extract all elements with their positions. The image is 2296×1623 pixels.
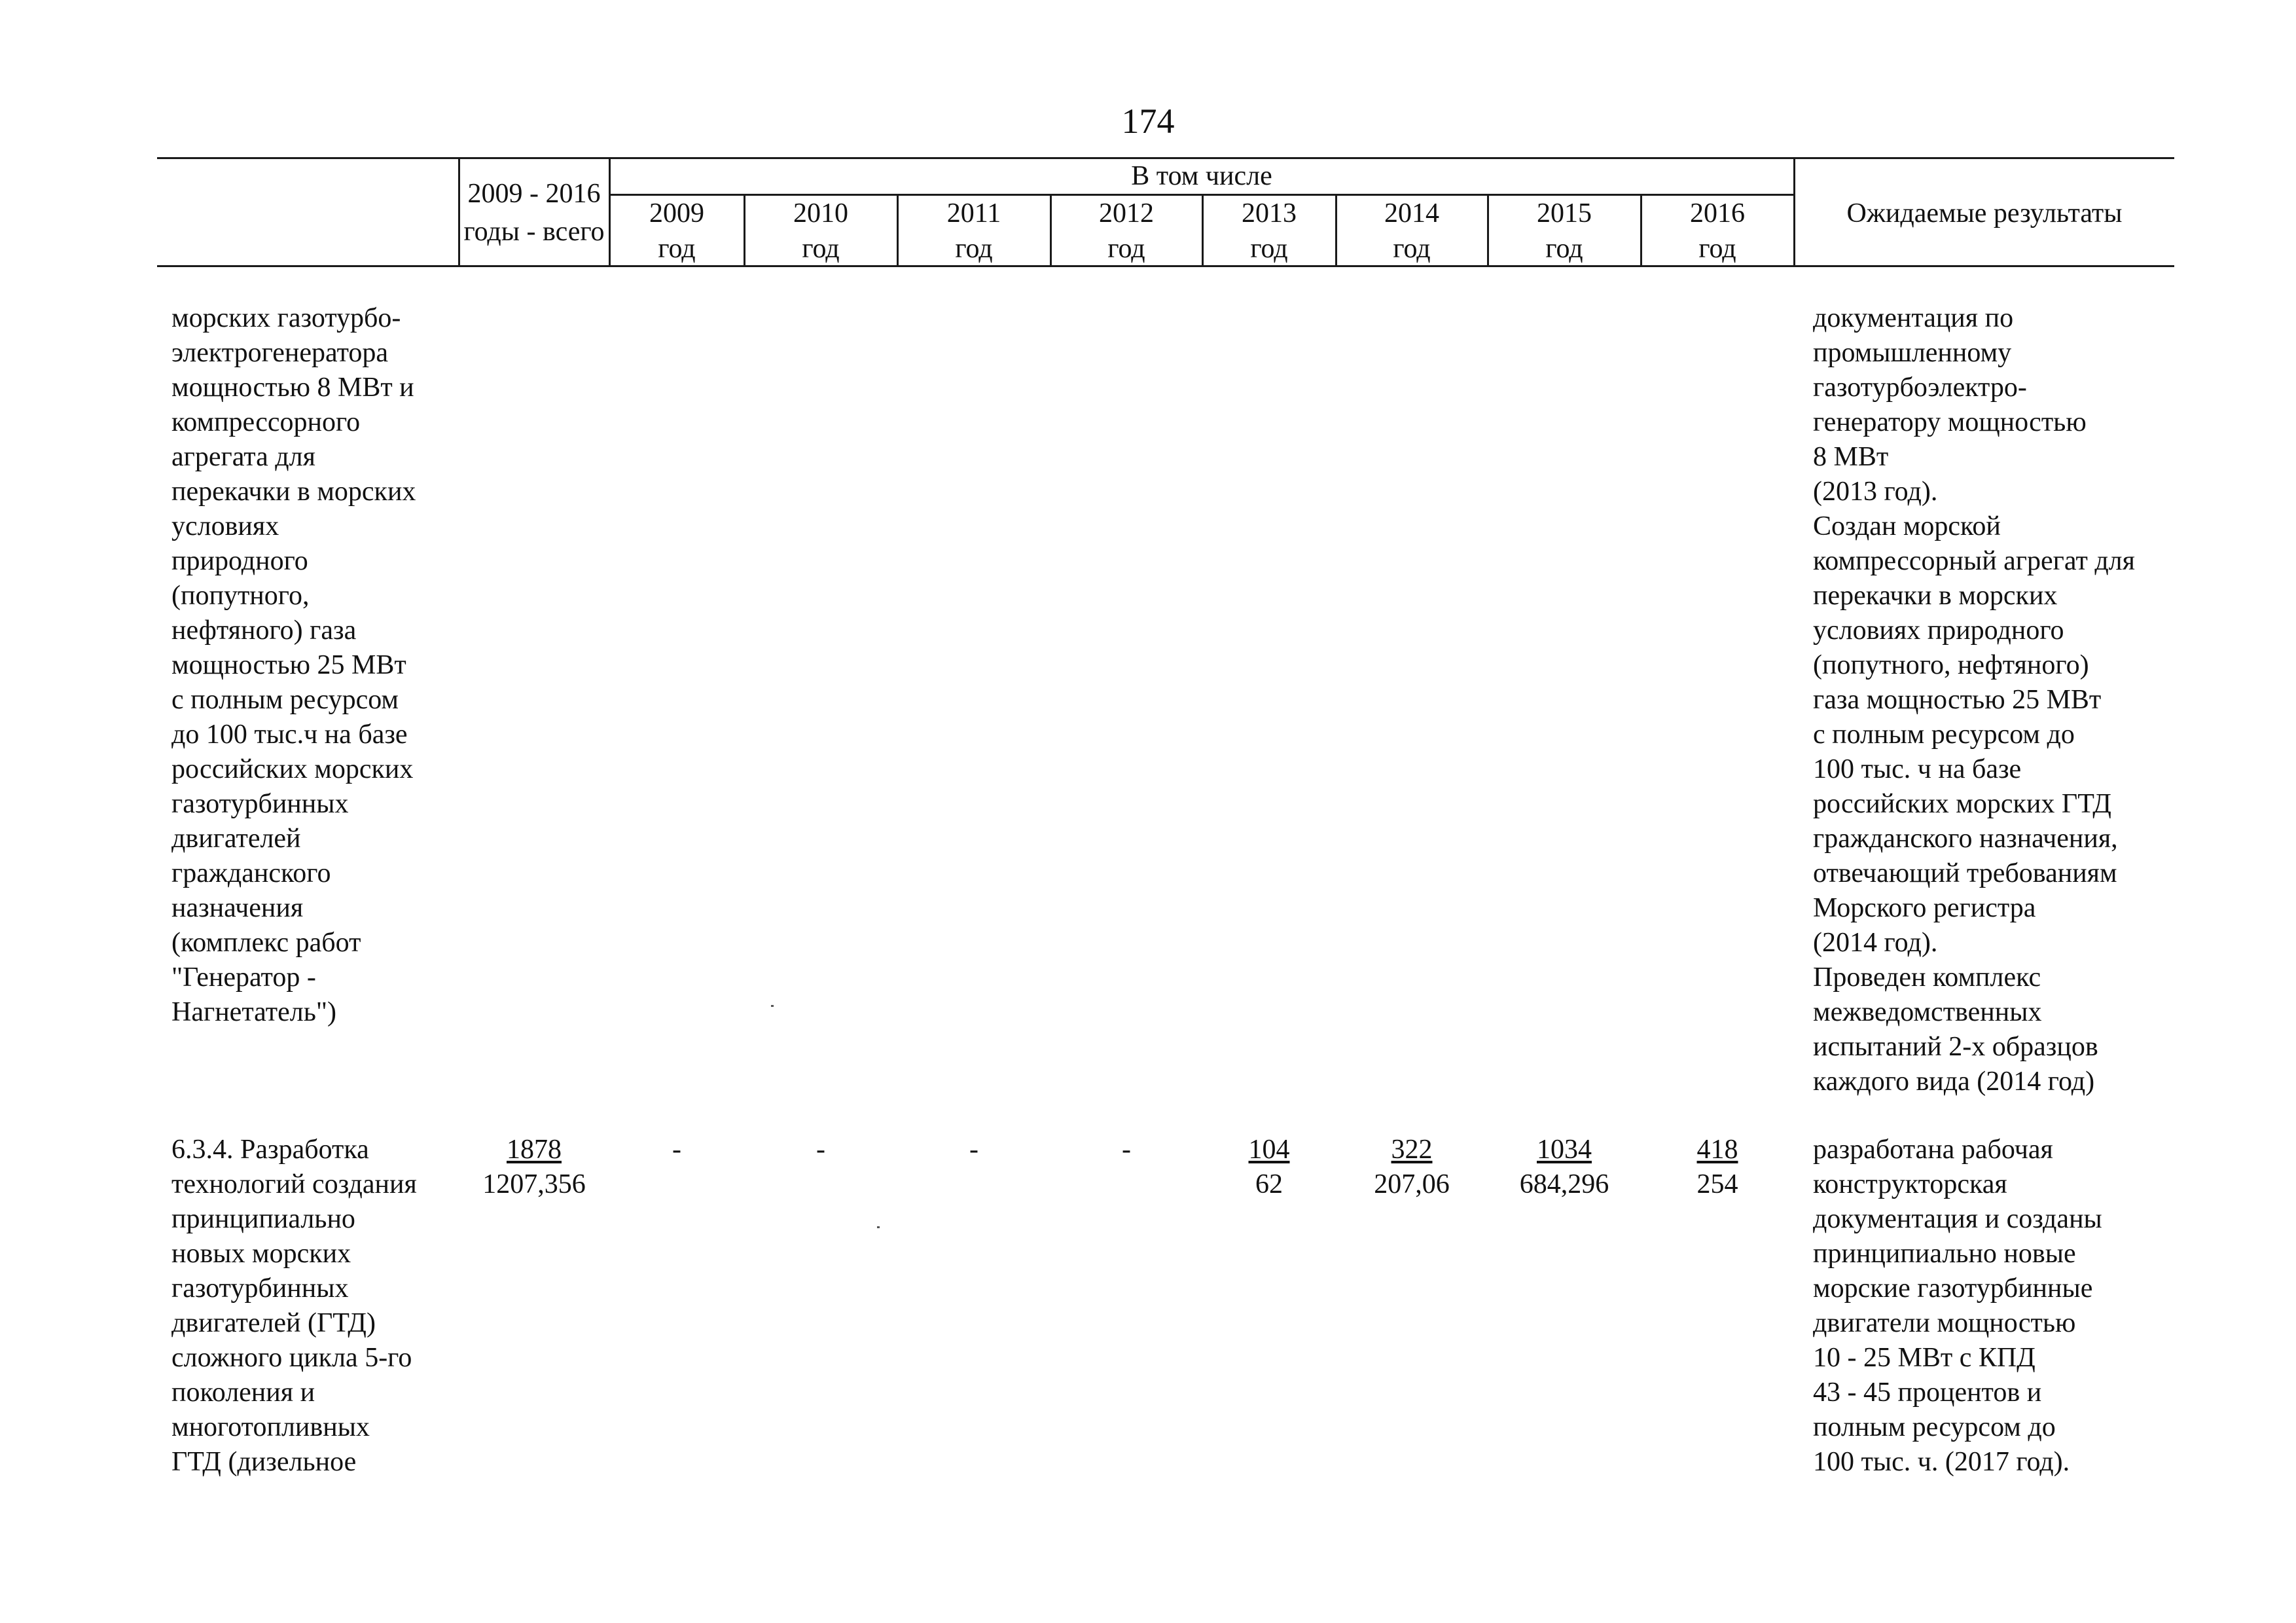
row1-name-line: двигателей: [171, 824, 301, 854]
row2-result-line: полным ресурсом до: [1813, 1412, 2056, 1442]
row1-name-line: (комплекс работ: [171, 928, 361, 958]
header-results: Ожидаемые результаты: [1846, 198, 2123, 228]
row1-name-line: российских морских: [171, 754, 414, 784]
row2-name-line: технологий создания: [171, 1169, 417, 1199]
row2-year-2013-bottom: 62: [1255, 1169, 1283, 1199]
row1-result-line: российских морских ГТД: [1813, 789, 2111, 819]
header-year-2009: 2009: [649, 198, 704, 228]
row2-name-line: поколения и: [171, 1377, 315, 1408]
row1-result-line: Создан морской: [1813, 511, 2001, 541]
row1-name-line: морских газотурбо-: [171, 303, 401, 333]
row2-result-line: двигатели мощностью: [1813, 1308, 2076, 1338]
row1-name-line: до 100 тыс.ч на базе: [171, 720, 408, 750]
row1-result-line: (2013 год).: [1813, 477, 1938, 507]
header-year-2015: 2015: [1537, 198, 1592, 228]
header-total-line1: 2009 - 2016: [467, 179, 601, 209]
row2-year-2011-top: -: [969, 1135, 978, 1165]
row1-result-line: газотурбоэлектро-: [1813, 373, 2027, 403]
row1-result-line: документация по: [1813, 303, 2014, 333]
row2-name-line: 6.3.4. Разработка: [171, 1135, 369, 1165]
row1-result-line: 8 МВт: [1813, 442, 1889, 472]
row1-name-line: компрессорного: [171, 407, 361, 437]
row1-result-line: Проведен комплекс: [1813, 962, 2041, 993]
row1-result-line: каждого вида (2014 год): [1813, 1067, 2095, 1097]
row1-result-line: генератору мощностью: [1813, 407, 2087, 437]
header-year-2010: 2010: [793, 198, 848, 228]
row2-year-2015-bottom: 684,296: [1519, 1169, 1609, 1199]
row2-total-top: 1878: [507, 1135, 562, 1165]
row2-result-line: разработана рабочая: [1813, 1135, 2053, 1165]
row1-result-line: (попутного, нефтяного): [1813, 650, 2089, 680]
header-year-unit: год: [1698, 234, 1736, 264]
row1-result-line: гражданского назначения,: [1813, 824, 2118, 854]
row1-result-line: отвечающий требованиям: [1813, 858, 2117, 888]
row2-name-line: ГТД (дизельное: [171, 1447, 357, 1477]
row2-year-2014-bottom: 207,06: [1374, 1169, 1450, 1199]
row1-result-line: газа мощностью 25 МВт: [1813, 685, 2102, 715]
row2-result-line: 43 - 45 процентов и: [1813, 1377, 2042, 1408]
row2-result-line: морские газотурбинные: [1813, 1273, 2093, 1304]
row1-result-line: условиях природного: [1813, 615, 2064, 646]
header-year-unit: год: [802, 234, 840, 264]
header-year-unit: год: [1107, 234, 1145, 264]
row1-name-line: назначения: [171, 893, 304, 923]
row1-name-line: условиях: [171, 511, 279, 541]
row1-name-line: электрогенератора: [171, 338, 389, 368]
header-year-unit: год: [1250, 234, 1288, 264]
row1-result-line: компрессорный агрегат для: [1813, 546, 2135, 576]
row1-name-line: мощностью 25 МВт: [171, 650, 406, 680]
row1-name-line: агрегата для: [171, 442, 315, 472]
row1-name-line: с полным ресурсом: [171, 685, 399, 715]
row2-name-line: новых морских: [171, 1239, 351, 1269]
row2-total-bottom: 1207,356: [482, 1169, 586, 1199]
row1-result-line: с полным ресурсом до: [1813, 720, 2075, 750]
row2-result-line: конструкторская: [1813, 1169, 2007, 1199]
row1-result-line: межведомственных: [1813, 997, 2042, 1027]
row2-result-line: 100 тыс. ч. (2017 год).: [1813, 1447, 2070, 1477]
header-divider-total-left: [458, 157, 460, 267]
row2-year-2016-top: 418: [1696, 1135, 1738, 1165]
row1-name-line: мощностью 8 МВт и: [171, 373, 414, 403]
row2-year-2013-top: 104: [1248, 1135, 1290, 1165]
row1-name-line: (попутного,: [171, 581, 310, 611]
header-total-line2: годы - всего: [463, 217, 605, 247]
row1-name-line: перекачки в морских: [171, 477, 416, 507]
row2-year-2016-bottom: 254: [1696, 1169, 1738, 1199]
row2-name-line: принципиально: [171, 1204, 355, 1234]
header-year-2011: 2011: [946, 198, 1001, 228]
row1-name-line: Нагнетатель"): [171, 997, 336, 1027]
header-year-2016: 2016: [1690, 198, 1745, 228]
header-year-unit: год: [955, 234, 993, 264]
header-year-unit: год: [658, 234, 696, 264]
header-including: В том числе: [1131, 161, 1272, 191]
header-year-2013: 2013: [1242, 198, 1297, 228]
row1-result-line: промышленному: [1813, 338, 2012, 368]
page-number: 174: [1121, 101, 1175, 141]
row1-result-line: перекачки в морских: [1813, 581, 2058, 611]
row2-name-line: многотопливных: [171, 1412, 370, 1442]
row2-name: [171, 1133, 417, 1480]
row1-name: [171, 301, 416, 1030]
row2-name-line: газотурбинных: [171, 1273, 349, 1304]
row1-name-line: гражданского: [171, 858, 331, 888]
row2-result: [1813, 1133, 2102, 1480]
row2-year-2014-top: 322: [1391, 1135, 1433, 1165]
row2-year-2009-top: -: [672, 1135, 681, 1165]
row1-name-line: нефтяного) газа: [171, 615, 357, 646]
scan-speck: [877, 1226, 880, 1228]
header-year-unit: год: [1393, 234, 1431, 264]
row2-name-line: сложного цикла 5-го: [171, 1343, 412, 1373]
row1-result-line: испытаний 2-х образцов: [1813, 1032, 2098, 1062]
row1-result: [1813, 301, 2135, 1099]
row1-name-line: "Генератор -: [171, 962, 316, 993]
row1-name-line: газотурбинных: [171, 789, 349, 819]
row2-year-2015-top: 1034: [1537, 1135, 1592, 1165]
row2-year-2012-top: -: [1122, 1135, 1131, 1165]
row2-result-line: 10 - 25 МВт с КПД: [1813, 1343, 2036, 1373]
row1-name-line: природного: [171, 546, 308, 576]
row2-result-line: принципиально новые: [1813, 1239, 2076, 1269]
row2-result-line: документация и созданы: [1813, 1204, 2102, 1234]
row1-result-line: Морского регистра: [1813, 893, 2036, 923]
header-year-2014: 2014: [1384, 198, 1439, 228]
header-year-2012: 2012: [1099, 198, 1154, 228]
row2-name-line: двигателей (ГТД): [171, 1308, 376, 1338]
scan-speck: [771, 1005, 774, 1007]
row2-year-2010-top: -: [816, 1135, 825, 1165]
row1-result-line: (2014 год).: [1813, 928, 1938, 958]
header-year-unit: год: [1545, 234, 1583, 264]
row1-result-line: 100 тыс. ч на базе: [1813, 754, 2022, 784]
